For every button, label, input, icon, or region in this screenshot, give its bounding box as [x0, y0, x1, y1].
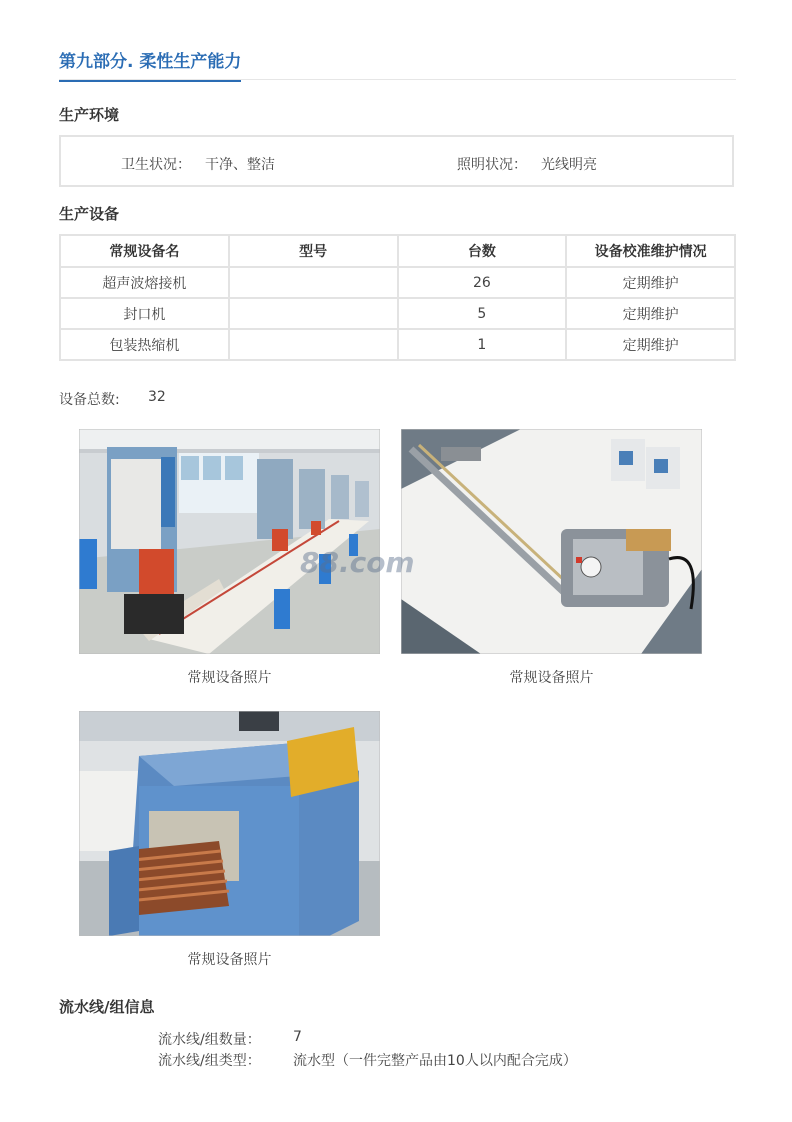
lighting-item: [457, 154, 597, 174]
equipment-photo-shrink-wrap: [79, 711, 380, 936]
maintenance-cell: 定期维护: [566, 298, 735, 329]
hygiene-label: 卫生状况：: [121, 157, 191, 173]
equipment-name-cell: 封口机: [60, 298, 229, 329]
environment-heading: 生产环境: [59, 106, 120, 124]
table-row: [60, 298, 735, 329]
photo-caption: 常规设备照片: [187, 952, 272, 968]
hygiene-value: 干净、整洁: [205, 157, 275, 173]
total-label: 设备总数:: [59, 392, 120, 408]
line-count-row: [158, 1029, 302, 1049]
line-count-label: 流水线/组数量：: [158, 1032, 261, 1048]
photo-caption: 常规设备照片: [509, 670, 594, 686]
equipment-photo-welding: [79, 429, 380, 654]
equipment-table: [59, 234, 736, 361]
title-divider: [59, 79, 736, 80]
column-header: 型号: [229, 235, 398, 267]
total-value: 32: [148, 389, 166, 405]
line-type-row: [158, 1050, 577, 1070]
column-header: 设备校准维护情况: [566, 235, 735, 267]
model-cell: [229, 329, 398, 360]
quantity-cell: 1: [398, 329, 567, 360]
quantity-cell: 26: [398, 267, 567, 298]
maintenance-cell: 定期维护: [566, 329, 735, 360]
photo-caption: 常规设备照片: [187, 670, 272, 686]
production-line-heading: 流水线/组信息: [59, 998, 155, 1016]
quantity-cell: 5: [398, 298, 567, 329]
column-header: 常规设备名: [60, 235, 229, 267]
line-count-value: 7: [293, 1029, 302, 1045]
equipment-photo-sealer: [401, 429, 702, 654]
table-row: [60, 267, 735, 298]
hygiene-item: [121, 154, 275, 174]
equipment-heading: 生产设备: [59, 205, 120, 223]
line-type-label: 流水线/组类型：: [158, 1053, 261, 1069]
table-row: [60, 329, 735, 360]
equipment-name-cell: 包装热缩机: [60, 329, 229, 360]
table-header-row: [60, 235, 735, 267]
model-cell: [229, 267, 398, 298]
section-title: 第九部分. 柔性生产能力: [59, 47, 241, 82]
line-type-value: 流水型（一件完整产品由10人以内配合完成）: [293, 1053, 577, 1069]
lighting-label: 照明状况：: [457, 157, 527, 173]
lighting-value: 光线明亮: [541, 157, 597, 173]
maintenance-cell: 定期维护: [566, 267, 735, 298]
environment-box: [59, 135, 734, 187]
equipment-name-cell: 超声波熔接机: [60, 267, 229, 298]
equipment-total: [59, 389, 166, 409]
column-header: 台数: [398, 235, 567, 267]
model-cell: [229, 298, 398, 329]
watermark: 88.com: [300, 546, 415, 579]
